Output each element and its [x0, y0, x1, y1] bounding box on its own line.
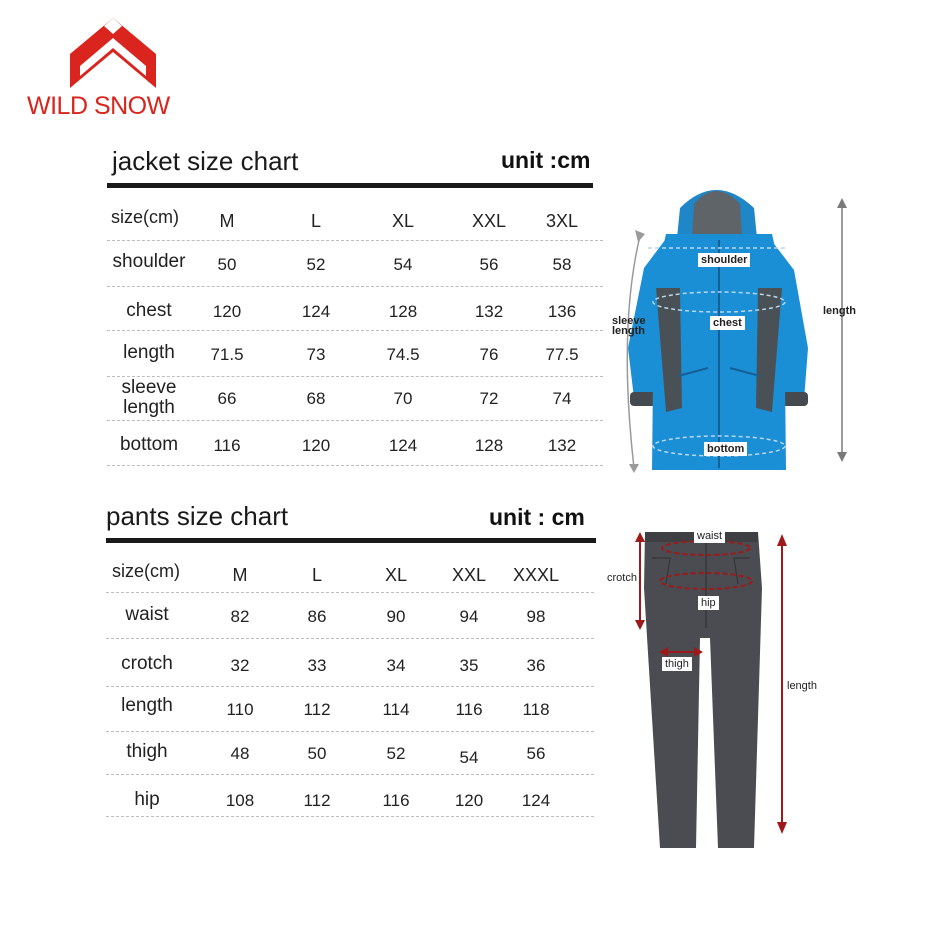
jacket_chart-cell: 73: [306, 345, 326, 364]
pants_chart-size-M: M: [232, 565, 248, 585]
pants_chart-cell: 124: [521, 791, 551, 810]
jacket_chart-header-divider: [107, 240, 603, 241]
pants_chart-header-label: size(cm): [112, 561, 180, 581]
pants_chart-cell: 112: [303, 791, 331, 810]
pants_chart-size-XL: XL: [384, 565, 408, 585]
jacket_chart-cell: 77.5: [545, 345, 579, 364]
jacket_chart-cell: 124: [301, 302, 331, 321]
jacket_chart-cell: 68: [306, 389, 326, 408]
pants_chart-cell: 56: [526, 744, 546, 763]
pants_chart-cell: 116: [455, 700, 483, 719]
jacket_chart-cell: 74.5: [386, 345, 420, 364]
pants_chart-row-label: crotch: [121, 653, 173, 674]
pants_chart-cell: 86: [307, 607, 327, 626]
jacket_chart-row-divider: [107, 376, 603, 377]
pants_chart-row-label: thigh: [126, 741, 168, 762]
pants_chart-cell: 120: [454, 791, 484, 810]
pants-thigh-label: thigh: [662, 657, 692, 671]
jacket_chart-cell: 52: [306, 255, 326, 274]
pants-waist-label: waist: [694, 529, 725, 543]
pants_chart-row-divider: [106, 774, 594, 775]
pants_chart-cell: 52: [386, 744, 406, 763]
pants-illustration: [630, 528, 800, 850]
jacket-chest-label: chest: [710, 316, 745, 330]
jacket_chart-cell: 76: [479, 345, 499, 364]
jacket_chart-cell: 132: [547, 436, 577, 455]
jacket_chart-cell: 74: [552, 389, 572, 408]
pants_chart-cell: 48: [230, 744, 250, 763]
pants_chart-size-L: L: [311, 565, 323, 585]
jacket_chart-size-M: M: [219, 211, 235, 231]
jacket_chart-row-label: sleeve length: [121, 377, 177, 418]
jacket_chart-cell: 132: [474, 302, 504, 321]
jacket_chart-row-divider: [107, 465, 603, 466]
pants_chart-cell: 94: [459, 607, 479, 626]
pants_chart-cell: 98: [526, 607, 546, 626]
pants-length-label: length: [787, 680, 817, 692]
pants_chart-title-rule: [106, 538, 596, 543]
pants_chart-cell: 50: [307, 744, 327, 763]
pants_chart-cell: 35: [459, 656, 479, 675]
jacket_chart-cell: 58: [552, 255, 572, 274]
pants_chart-row-divider: [106, 731, 594, 732]
jacket_chart-header-label: size(cm): [111, 207, 179, 227]
jacket-shoulder-label: shoulder: [698, 253, 750, 267]
jacket_chart-cell: 120: [301, 436, 331, 455]
jacket_chart-unit: unit :cm: [501, 147, 591, 173]
jacket_chart-row-divider: [107, 330, 603, 331]
pants_chart-cell: 36: [526, 656, 546, 675]
jacket_chart-row-divider: [107, 420, 603, 421]
brand-logo: [22, 18, 212, 128]
jacket_chart-row-label: bottom: [119, 434, 179, 455]
jacket-bottom-label: bottom: [704, 442, 747, 456]
jacket_chart-cell: 70: [393, 389, 413, 408]
jacket_chart-cell: 50: [217, 255, 237, 274]
pants_chart-size-XXXL: XXXL: [512, 565, 560, 585]
pants-hip-label: hip: [698, 596, 719, 610]
jacket_chart-cell: 128: [388, 302, 418, 321]
pants_chart-cell: 90: [386, 607, 406, 626]
pants_chart-cell: 32: [230, 656, 250, 675]
jacket_chart-row-label: length: [123, 342, 175, 363]
pants_chart-cell: 82: [230, 607, 250, 626]
jacket_chart-cell: 72: [479, 389, 499, 408]
pants_chart-cell: 114: [382, 700, 410, 719]
pants_chart-cell: 33: [307, 656, 327, 675]
jacket_chart-size-XL: XL: [391, 211, 415, 231]
pants_chart-title: pants size chart: [106, 501, 289, 531]
pants_chart-row-divider: [106, 686, 594, 687]
pants_chart-row-divider: [106, 816, 594, 817]
jacket_chart-row-divider: [107, 286, 603, 287]
pants_chart-cell: 110: [226, 700, 254, 719]
pants_chart-cell: 112: [303, 700, 331, 719]
jacket-length-label: length: [823, 305, 856, 317]
jacket_chart-cell: 54: [393, 255, 413, 274]
mountain-logo-icon: [70, 18, 156, 88]
jacket_chart-size-L: L: [310, 211, 322, 231]
pants_chart-cell: 34: [386, 656, 406, 675]
pants_chart-cell: 116: [382, 791, 410, 810]
pants_chart-row-divider: [106, 638, 594, 639]
pants_chart-cell: 118: [522, 700, 550, 719]
jacket_chart-row-label: shoulder: [112, 251, 186, 272]
jacket_chart-cell: 124: [388, 436, 418, 455]
brand-name: WILD SNOW: [27, 92, 170, 120]
pants_chart-row-label: length: [121, 695, 173, 716]
jacket_chart-cell: 120: [212, 302, 242, 321]
pants-crotch-label: crotch: [607, 572, 637, 584]
jacket_chart-cell: 56: [479, 255, 499, 274]
pants_chart-size-XXL: XXL: [451, 565, 487, 585]
pants_chart-header-divider: [106, 592, 594, 593]
jacket_chart-cell: 116: [213, 436, 241, 455]
pants_chart-row-label: waist: [125, 604, 169, 625]
jacket_chart-cell: 136: [547, 302, 577, 321]
jacket_chart-size-3XL: 3XL: [545, 211, 579, 231]
jacket_chart-cell: 66: [217, 389, 237, 408]
jacket_chart-cell: 71.5: [210, 345, 244, 364]
jacket-sleeve-length-label: sleeve length: [612, 315, 646, 337]
jacket_chart-row-label: chest: [126, 300, 172, 321]
pants_chart-cell: 108: [225, 791, 255, 810]
jacket_chart-title-rule: [107, 183, 593, 188]
jacket_chart-size-XXL: XXL: [471, 211, 507, 231]
jacket_chart-title: jacket size chart: [112, 146, 299, 176]
pants_chart-cell: 54: [459, 748, 479, 767]
pants_chart-row-label: hip: [134, 789, 160, 810]
pants_chart-unit: unit : cm: [489, 504, 585, 530]
jacket_chart-cell: 128: [474, 436, 504, 455]
